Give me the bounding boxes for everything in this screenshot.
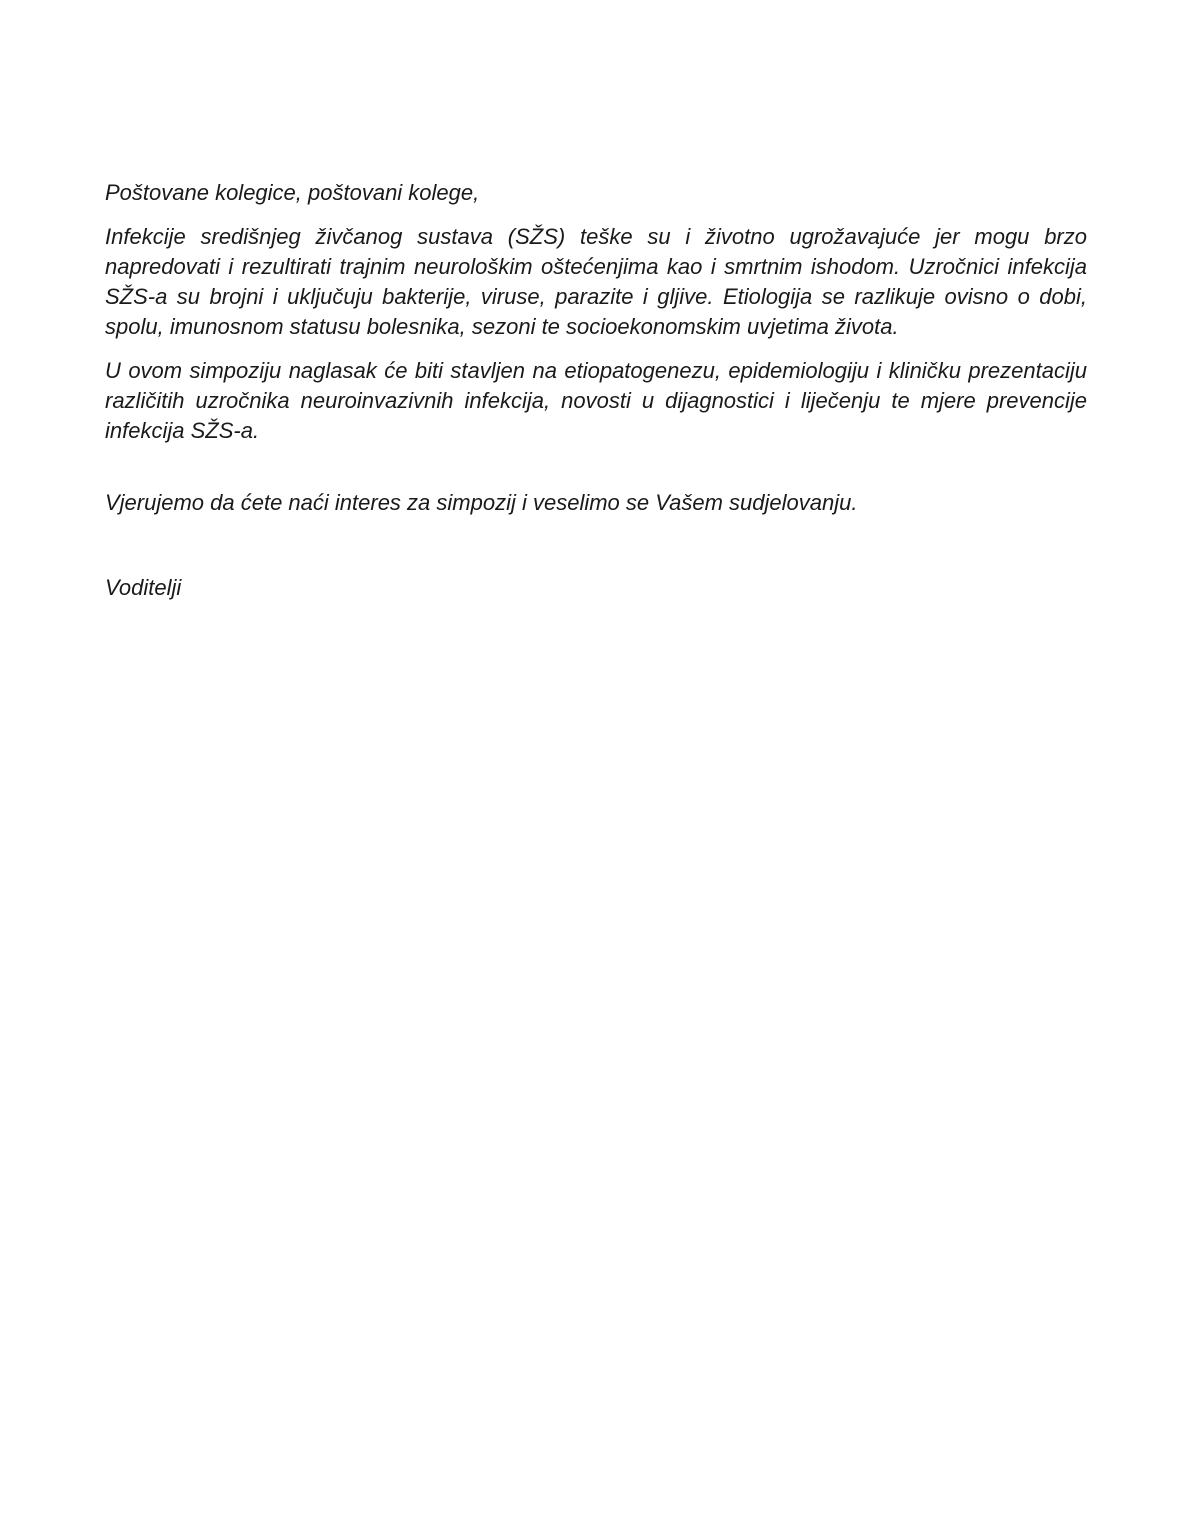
paragraph-symposium-focus: U ovom simpoziju naglasak će biti stavljen na etiopatogenezu, epidemiologiju i kliničku prezentaciju različitih uzročnika neuroinvazivnih infekcija, novosti u dijagnostici i liječenju te mjere prevencije infekcija SŽS-a.	[105, 358, 1087, 443]
paragraph-cns-infections: Infekcije središnjeg živčanog sustava (SŽS) teške su i životno ugrožavajuće jer mogu brzo napredovati i rezultirati trajnim neurološkim oštećenjima kao i smrtnim ishodom. Uzročnici infekcija SŽS-a su brojni i uključuju bakterije, viruse, parazite i gljive. Etiologija se razlikuje ovisno o dobi, spolu, imunosnom statusu bolesnika, sezoni te socioekonomskim uvjetima života.	[105, 224, 1087, 339]
salutation-line: Poštovane kolegice, poštovani kolege,	[105, 180, 480, 205]
signature-line: Voditelji	[105, 575, 182, 600]
closing-line: Vjerujemo da ćete naći interes za simpozij i veselimo se Vašem sudjelovanju.	[105, 490, 858, 515]
